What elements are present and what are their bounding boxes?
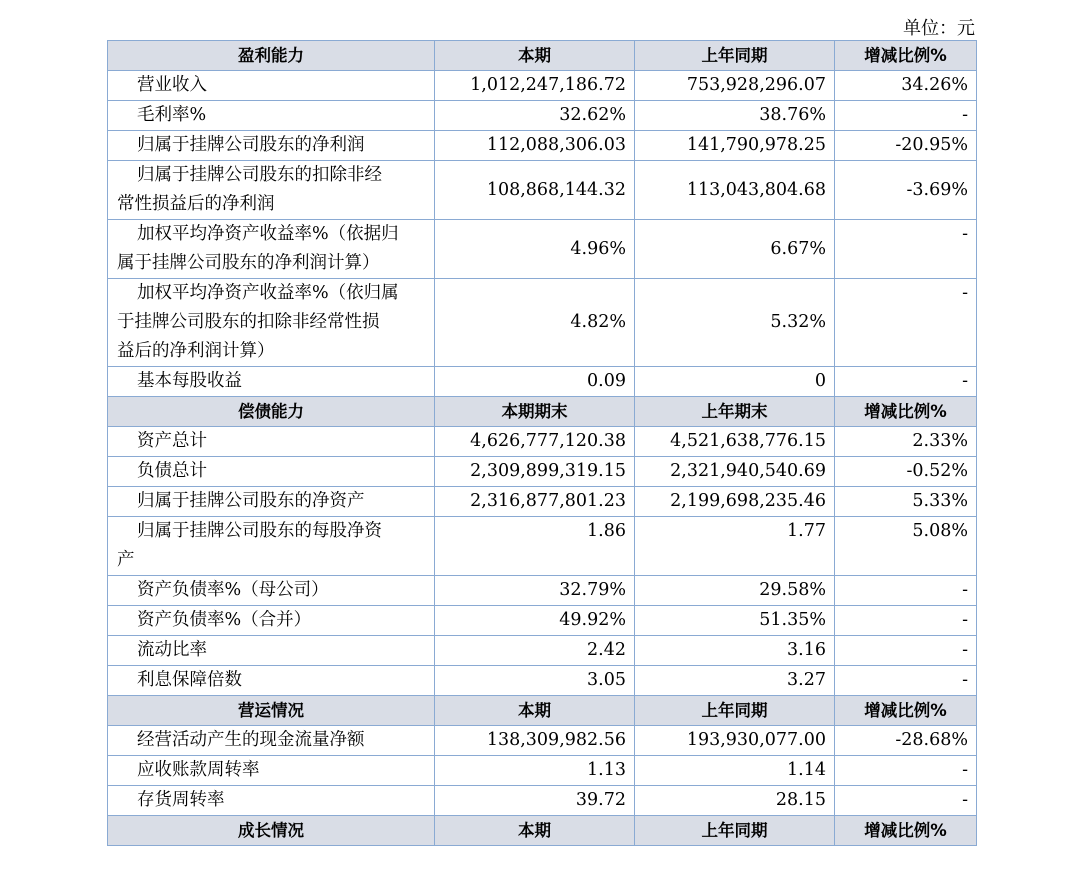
row-label: 存货周转率: [137, 790, 225, 810]
row-label-line: 归属于挂牌公司股东的每股净资: [137, 521, 382, 541]
value-previous: 2,321,940,540.69: [635, 457, 835, 487]
value-current: 1.13: [435, 756, 635, 786]
value-previous: 141,790,978.25: [635, 131, 835, 161]
value-current: 32.79%: [435, 576, 635, 606]
value-current: 4.82%: [435, 279, 635, 367]
value-change: -: [835, 367, 977, 397]
value-change: -: [835, 220, 977, 279]
row-label-line: 益后的净利润计算）: [117, 341, 275, 361]
value-current: 2.42: [435, 636, 635, 666]
column-header-previous: 上年同期: [635, 696, 835, 726]
column-header-previous: 上年同期: [635, 41, 835, 71]
value-current: 49.92%: [435, 606, 635, 636]
column-header-current: 本期: [435, 816, 635, 846]
column-header-current: 本期: [435, 41, 635, 71]
row-label: 经营活动产生的现金流量净额: [137, 730, 365, 750]
row-label: 归属于挂牌公司股东的净利润: [137, 135, 365, 155]
value-previous: 193,930,077.00: [635, 726, 835, 756]
table-row: [108, 666, 977, 696]
table-row: [108, 576, 977, 606]
row-label: 资产总计: [137, 431, 207, 451]
table-row: [108, 279, 977, 367]
value-previous: 5.32%: [635, 279, 835, 367]
table-row: [108, 367, 977, 397]
value-current: 4.96%: [435, 220, 635, 279]
value-previous: 38.76%: [635, 101, 835, 131]
value-current: 4,626,777,120.38: [435, 427, 635, 457]
table-row: [108, 427, 977, 457]
value-current: 138,309,982.56: [435, 726, 635, 756]
row-label: 基本每股收益: [137, 371, 242, 391]
value-change: 5.08%: [835, 517, 977, 576]
table-row: [108, 517, 977, 576]
value-change: -: [835, 279, 977, 367]
value-change: 2.33%: [835, 427, 977, 457]
value-change: -0.52%: [835, 457, 977, 487]
row-label: 资产负债率%（母公司）: [137, 580, 329, 600]
row-label-line: 于挂牌公司股东的扣除非经常性损: [117, 312, 380, 332]
financial-indicators-table: [107, 40, 977, 846]
value-change: -: [835, 786, 977, 816]
table-row: [108, 71, 977, 101]
column-header-previous: 上年期末: [635, 397, 835, 427]
value-previous: 0: [635, 367, 835, 397]
table-row: [108, 636, 977, 666]
row-label-line: 属于挂牌公司股东的净利润计算）: [117, 253, 380, 273]
value-current: 32.62%: [435, 101, 635, 131]
value-previous: 6.67%: [635, 220, 835, 279]
value-previous: 753,928,296.07: [635, 71, 835, 101]
table-row: [108, 756, 977, 786]
value-previous: 51.35%: [635, 606, 835, 636]
row-label: 归属于挂牌公司股东的净资产: [137, 491, 365, 511]
value-change: -28.68%: [835, 726, 977, 756]
value-current: 0.09: [435, 367, 635, 397]
value-change: -: [835, 636, 977, 666]
value-current: 112,088,306.03: [435, 131, 635, 161]
value-previous: 1.14: [635, 756, 835, 786]
value-current: 39.72: [435, 786, 635, 816]
table-row: [108, 161, 977, 220]
section-title: 成长情况: [108, 816, 435, 846]
table-row: [108, 606, 977, 636]
value-current: 1.86: [435, 517, 635, 576]
value-previous: 113,043,804.68: [635, 161, 835, 220]
section-header-growth: [108, 816, 977, 846]
row-label: 资产负债率%（合并）: [137, 610, 312, 630]
table-row: [108, 726, 977, 756]
section-header-profit: [108, 41, 977, 71]
column-header-change: 增减比例%: [835, 397, 977, 427]
table-row: [108, 487, 977, 517]
column-header-previous: 上年同期: [635, 816, 835, 846]
table-row: [108, 786, 977, 816]
value-previous: 3.16: [635, 636, 835, 666]
row-label-line: 常性损益后的净利润: [117, 194, 275, 214]
section-header-solvency: [108, 397, 977, 427]
column-header-change: 增减比例%: [835, 41, 977, 71]
value-change: 5.33%: [835, 487, 977, 517]
value-previous: 1.77: [635, 517, 835, 576]
value-current: 3.05: [435, 666, 635, 696]
row-label: 流动比率: [137, 640, 207, 660]
column-header-current: 本期期末: [435, 397, 635, 427]
row-label: 负债总计: [137, 461, 207, 481]
unit-label: 单位：元: [903, 18, 975, 39]
value-change: -3.69%: [835, 161, 977, 220]
value-previous: 28.15: [635, 786, 835, 816]
table-row: [108, 131, 977, 161]
value-previous: 4,521,638,776.15: [635, 427, 835, 457]
value-previous: 2,199,698,235.46: [635, 487, 835, 517]
value-change: -: [835, 756, 977, 786]
column-header-change: 增减比例%: [835, 696, 977, 726]
row-label-line: 加权平均净资产收益率%（依归属: [137, 283, 399, 303]
table-row: [108, 101, 977, 131]
section-header-operation: [108, 696, 977, 726]
value-change: -: [835, 606, 977, 636]
value-change: 34.26%: [835, 71, 977, 101]
section-title: 营运情况: [108, 696, 435, 726]
row-label-line: 加权平均净资产收益率%（依据归: [137, 224, 399, 244]
value-current: 2,309,899,319.15: [435, 457, 635, 487]
value-change: -: [835, 101, 977, 131]
table-row: [108, 220, 977, 279]
value-change: -20.95%: [835, 131, 977, 161]
row-label: 应收账款周转率: [137, 760, 260, 780]
value-change: -: [835, 666, 977, 696]
section-title: 盈利能力: [108, 41, 435, 71]
row-label: 营业收入: [137, 75, 207, 95]
section-title: 偿债能力: [108, 397, 435, 427]
value-current: 1,012,247,186.72: [435, 71, 635, 101]
row-label: 利息保障倍数: [137, 670, 242, 690]
row-label-line: 产: [117, 550, 135, 570]
row-label-line: 归属于挂牌公司股东的扣除非经: [137, 165, 382, 185]
table-row: [108, 457, 977, 487]
column-header-change: 增减比例%: [835, 816, 977, 846]
value-current: 2,316,877,801.23: [435, 487, 635, 517]
value-change: -: [835, 576, 977, 606]
column-header-current: 本期: [435, 696, 635, 726]
value-previous: 29.58%: [635, 576, 835, 606]
value-previous: 3.27: [635, 666, 835, 696]
row-label: 毛利率%: [137, 105, 207, 125]
value-current: 108,868,144.32: [435, 161, 635, 220]
